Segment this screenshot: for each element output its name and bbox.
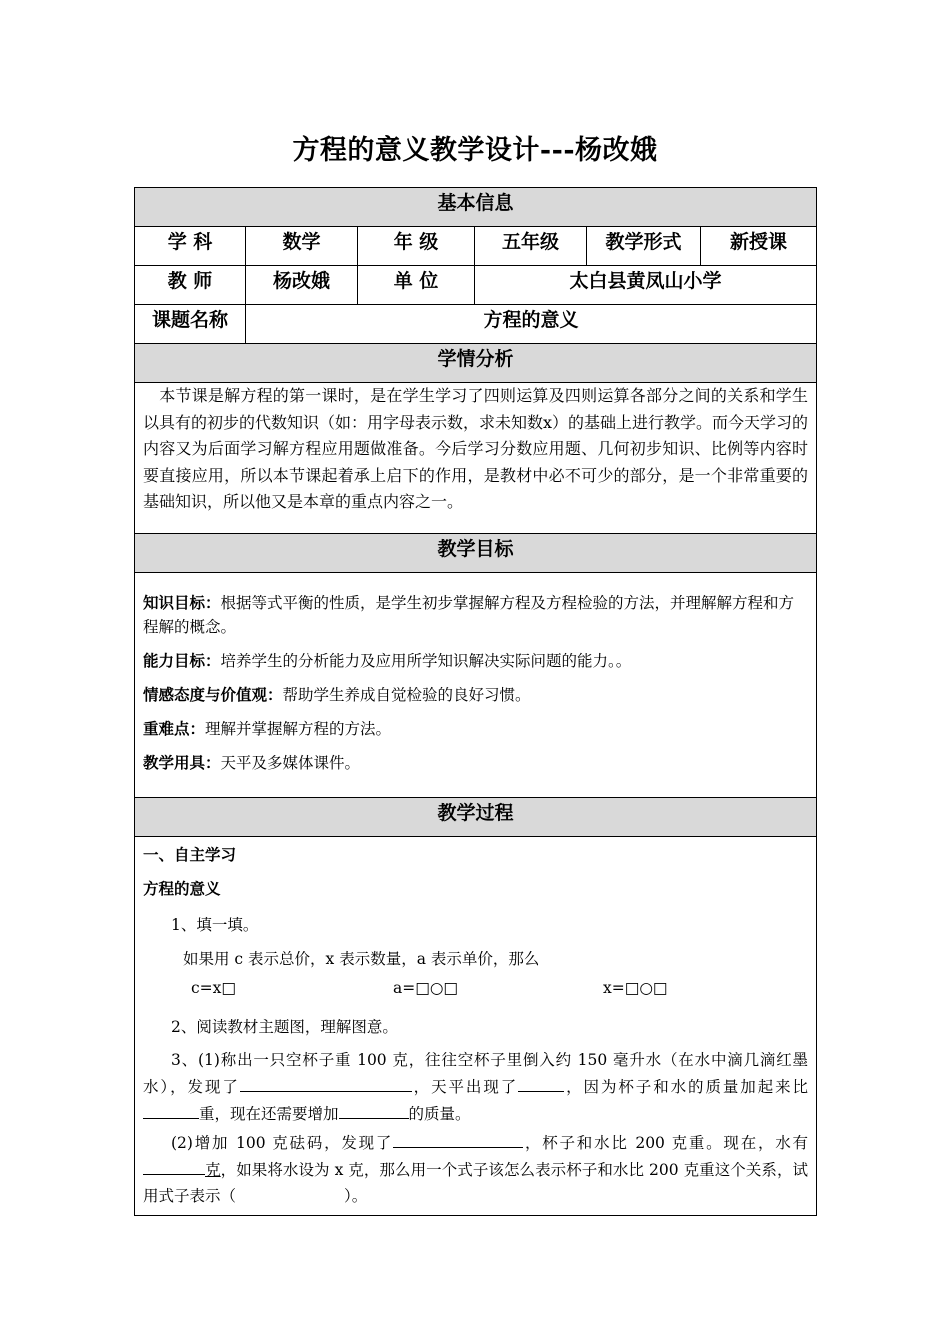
value-unit: 太白县黄凤山小学 (475, 266, 817, 305)
lesson-plan-table (134, 187, 817, 1216)
goal-key-points: 重难点：理解并掌握解方程的方法。 (143, 719, 392, 738)
blank-6[interactable] (143, 1156, 205, 1175)
document-title: 方程的意义教学设计---杨改娥 (292, 135, 658, 166)
process-item-1-text: 如果用 c 表示总价，x 表示数量，a 表示单价，那么 (183, 950, 540, 968)
label-topic: 课题名称 (135, 305, 246, 344)
value-form: 新授课 (701, 227, 817, 266)
value-topic: 方程的意义 (246, 305, 817, 344)
goal-tools: 教学用具：天平及多媒体课件。 (143, 753, 361, 772)
formula-row (143, 979, 808, 1003)
blank-3[interactable] (143, 1100, 199, 1119)
analysis-text: 本节课是解方程的第一课时，是在学生学习了四则运算及四则运算各部分之间的关系和学生以具有的初步的代数知识（如：用字母表示数，求未知数x）的基础上进行教学。而今天学习的内容又为后面学习解方程应用题做准备。今后学习分数应用题、几何初步知识、比例等内容时要直接应用，所以本节课起着承上启下的作用，是教材中必不可少的部分，是一个非常重要的基础知识，所以他又是本章的重点内容之一。 (135, 383, 817, 534)
label-grade: 年 级 (358, 227, 475, 266)
value-subject: 数学 (246, 227, 358, 266)
blank-4[interactable] (339, 1100, 409, 1119)
formula-quantity: x=□○□ (603, 979, 668, 997)
label-subject: 学 科 (135, 227, 246, 266)
decorative-line (601, 836, 737, 837)
goal-knowledge: 知识目标：根据等式平衡的性质，是学生初步掌握解方程及方程检验的方法，并理解解方程和方程解的概念。 (143, 593, 795, 636)
goals-block (135, 573, 817, 798)
goal-ability: 能力目标：培养学生的分析能力及应用所学知识解决实际问题的能力。。 (143, 651, 632, 670)
process-item-1: 1、填一填。 (171, 916, 259, 934)
process-block (135, 837, 817, 1216)
section-header-goals: 教学目标 (135, 534, 817, 573)
formula-total: c=x□ (191, 979, 237, 997)
blank-1[interactable] (240, 1073, 412, 1092)
formula-price: a=□○□ (393, 979, 459, 997)
process-question-3-2: (2)增加 100 克砝码，发现了 ，杯子和水比 200 克重。现在，水有克，如果将水设为 x 克，那么用一个式子该怎么表示杯子和水比 200 克重这个关系，试用式子表示（ ）。 (143, 1129, 808, 1209)
value-grade: 五年级 (475, 227, 587, 266)
label-teacher: 教 师 (135, 266, 246, 305)
process-item-2: 2、阅读教材主题图，理解图意。 (171, 1018, 398, 1036)
process-heading-2: 方程的意义 (143, 879, 221, 898)
section-header-process: 教学过程 (135, 798, 817, 837)
value-teacher: 杨改娥 (246, 266, 358, 305)
label-form: 教学形式 (587, 227, 701, 266)
blank-5[interactable] (393, 1129, 523, 1148)
blank-2[interactable] (518, 1073, 564, 1092)
goal-emotion: 情感态度与价值观：帮助学生养成自觉检验的良好习惯。 (143, 685, 531, 704)
process-heading-1: 一、自主学习 (143, 845, 237, 864)
section-header-analysis: 学情分析 (135, 344, 817, 383)
process-question-3-1: 3、(1)称出一只空杯子重 100 克，往往空杯子里倒入约 150 毫升水（在水中滴几滴红墨水），发现了 ，天平出现了 ，因为杯子和水的质量加起来比重，现在还需要增加 的质量。 (143, 1051, 809, 1123)
section-header-basic: 基本信息 (135, 188, 817, 227)
label-unit: 单 位 (358, 266, 475, 305)
